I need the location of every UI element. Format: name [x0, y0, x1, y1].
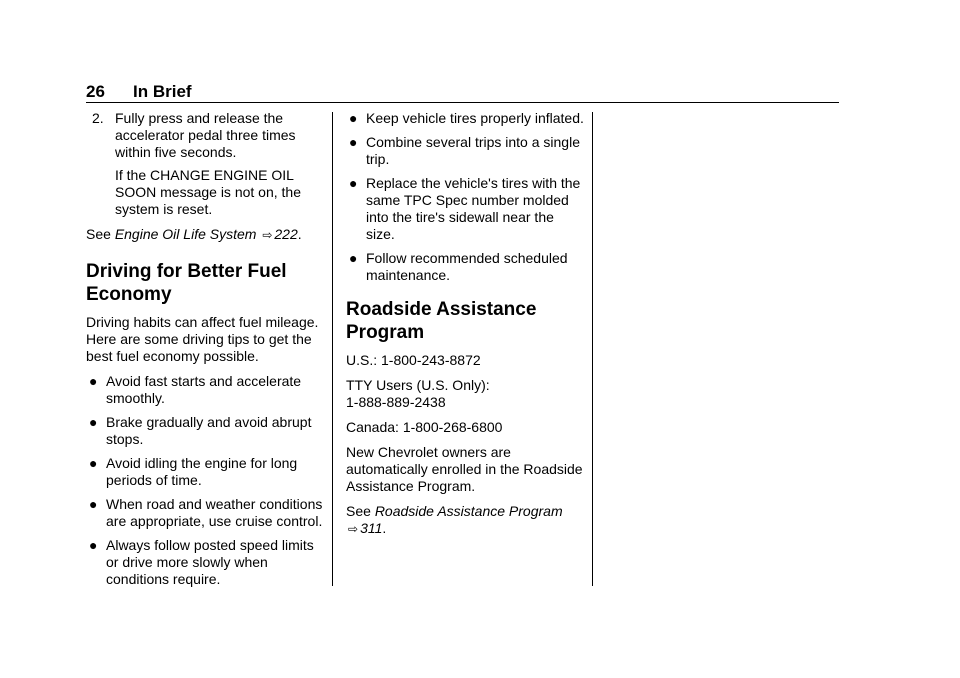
bullet-icon: ●: [89, 537, 98, 553]
page-ref-arrow-icon: ⇨: [348, 522, 359, 536]
left-column: [86, 110, 324, 595]
column-divider-1: [332, 112, 333, 586]
procedure-step: [86, 110, 324, 161]
fuel-tips-list-continued: [346, 110, 586, 284]
section-heading-fuel-economy: Driving for Better Fuel Economy: [86, 261, 287, 305]
list-item: ● Follow recommended scheduled maintenance.: [346, 250, 586, 284]
bullet-icon: ●: [89, 414, 98, 430]
reference-link[interactable]: Engine Oil Life System: [114, 226, 257, 242]
canada-phone: Canada: 1-800-268-6800: [346, 419, 503, 435]
page-header: [86, 82, 839, 104]
reference-page[interactable]: 222: [274, 226, 298, 242]
step-text: Fully press and release the accelerator pedal three times within five seconds.: [115, 110, 296, 160]
see-reference: See Roadside Assistance Program ⇨ 311.: [346, 503, 563, 536]
step-note: If the CHANGE ENGINE OIL SOON message is not on, the system is reset.: [115, 167, 301, 217]
column-divider-2: [592, 112, 593, 586]
bullet-icon: ●: [89, 496, 98, 512]
step-number: 2.: [92, 110, 104, 126]
bullet-icon: ●: [349, 110, 358, 126]
bullet-icon: ●: [349, 175, 358, 191]
reference-page[interactable]: 311: [360, 520, 383, 536]
bullet-icon: ●: [89, 373, 98, 389]
page-number: 26: [86, 82, 105, 101]
fuel-tips-list: [86, 373, 324, 588]
list-item: ● Combine several trips into a single trip.: [346, 134, 586, 168]
list-item: ● Brake gradually and avoid abrupt stops.: [86, 414, 324, 448]
list-item: ● Avoid idling the engine for long periods of time.: [86, 455, 324, 489]
list-item: ● When road and weather conditions are appropriate, use cruise control.: [86, 496, 324, 530]
page-title: In Brief: [133, 82, 192, 101]
list-item: ● Always follow posted speed limits or drive more slowly when conditions require.: [86, 537, 324, 588]
us-phone: U.S.: 1-800-243-8872: [346, 352, 481, 368]
header-rule: [86, 102, 839, 103]
list-item: ● Avoid fast starts and accelerate smoothly.: [86, 373, 324, 407]
list-item: ● Keep vehicle tires properly inflated.: [346, 110, 586, 127]
see-reference: See Engine Oil Life System ⇨ 222.: [86, 226, 302, 242]
middle-column: [346, 110, 586, 546]
bullet-icon: ●: [349, 134, 358, 150]
list-item: ● Replace the vehicle's tires with the same TPC Spec number molded into the tire's sidewall near the size.: [346, 175, 586, 243]
bullet-icon: ●: [89, 455, 98, 471]
tty-phone: TTY Users (U.S. Only): 1-888-889-2438: [346, 377, 490, 410]
reference-link[interactable]: Roadside Assistance Program: [374, 503, 563, 519]
section-heading-roadside-assistance: Roadside Assistance Program: [346, 299, 537, 343]
enrollment-note: New Chevrolet owners are automatically enrolled in the Roadside Assistance Program.: [346, 444, 583, 494]
fuel-economy-intro: Driving habits can affect fuel mileage. Here are some driving tips to get the best fuel economy possible.: [86, 314, 319, 364]
page-ref-arrow-icon: ⇨: [262, 228, 273, 242]
bullet-icon: ●: [349, 250, 358, 266]
